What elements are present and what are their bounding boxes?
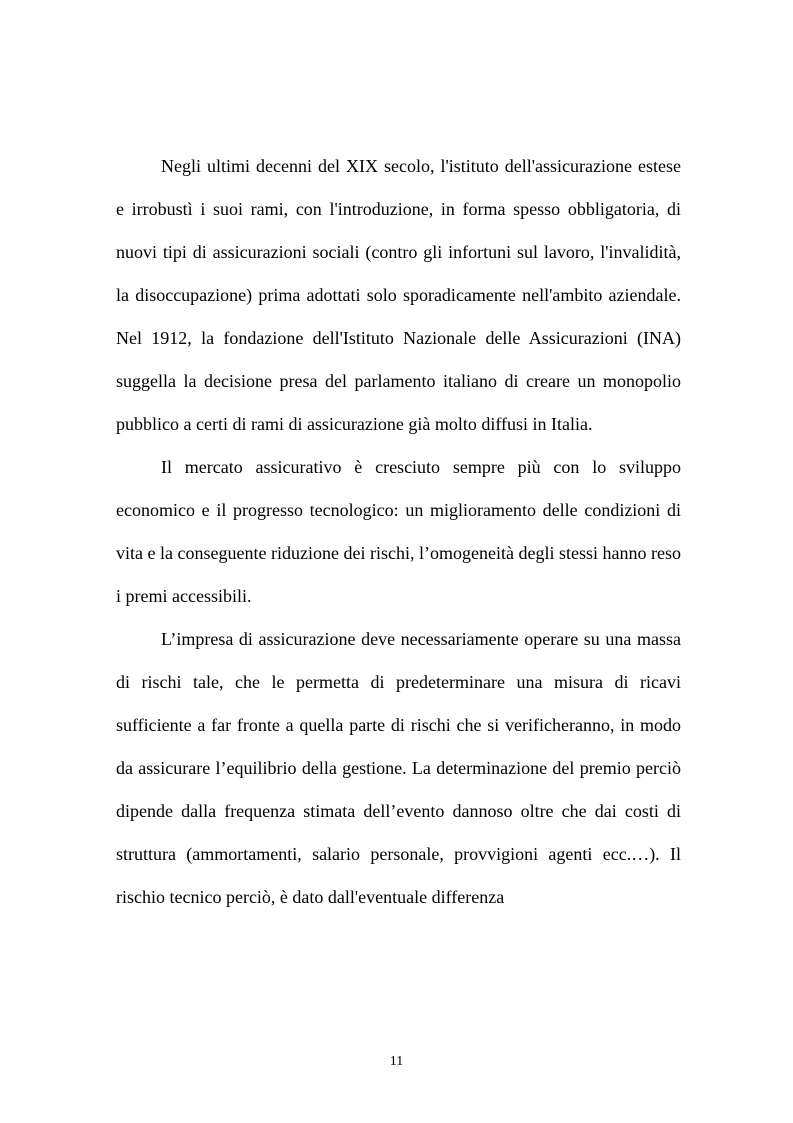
paragraph-2: Il mercato assicurativo è cresciuto sempre più con lo sviluppo economico e il progresso tecnologico: un miglioramento delle condizioni di vita e la conseguente riduzione dei rischi, l’omogeneità degli stessi hanno reso i premi accessibili. <box>116 457 681 606</box>
page-number: 11 <box>389 1054 404 1069</box>
paragraph-1: Negli ultimi decenni del XIX secolo, l'istituto dell'assicurazione estese e irrobustì i suoi rami, con l'introduzione, in forma spesso obbligatoria, di nuovi tipi di assicurazioni sociali (contro gli infortuni sul lavoro, l'invalidità, la disoccupazione) prima adottati solo sporadicamente nell'ambito aziendale. Nel 1912, la fondazione dell'Istituto Nazionale delle Assicurazioni (INA) suggella la decisione presa del parlamento italiano di creare un monopolio pubblico a certi di rami di assicurazione già molto diffusi in Italia. <box>116 156 681 434</box>
paragraph-3: L’impresa di assicurazione deve necessariamente operare su una massa di rischi tale, che le permetta di predeterminare una misura di ricavi sufficiente a far fronte a quella parte di rischi che si verificheranno, in modo da assicurare l’equilibrio della gestione. La determinazione del premio perciò dipende dalla frequenza stimata dell’evento dannoso oltre che dai costi di struttura (ammortamenti, salario personale, provvigioni agenti ecc.…). Il rischio tecnico perciò, è dato dall'eventuale differenza <box>116 629 681 907</box>
body-text <box>116 145 681 919</box>
